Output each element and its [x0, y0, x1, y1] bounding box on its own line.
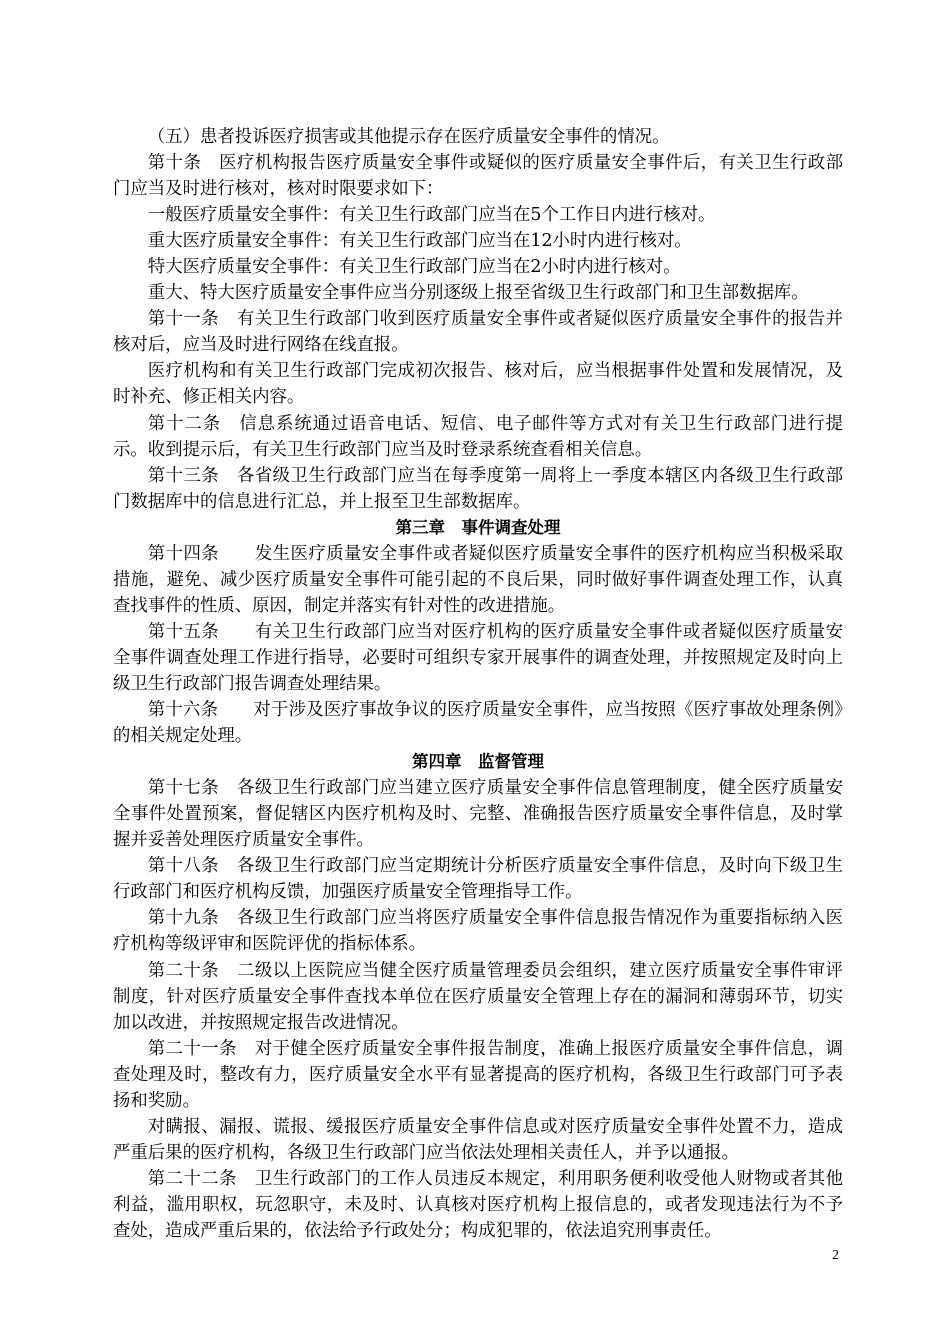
- article-22: 第二十二条 卫生行政部门的工作人员违反本规定，利用职务便利收受他人财物或者其他利益，滥用职权，玩忽职守，未及时、认真核对医疗机构上报信息的，或者发现违法行为不予查处，造成严重后果的，依法给予行政处分；构成犯罪的，依法追究刑事责任。: [113, 1168, 843, 1241]
- article-16: 第十六条 对于涉及医疗事故争议的医疗质量安全事件，应当按照《医疗事故处理条例》的相关规定处理。: [113, 700, 843, 747]
- article-20: 第二十条 二级以上医院应当健全医疗质量管理委员会组织，建立医疗质量安全事件审评制度，针对医疗质量安全事件查找本单位在医疗质量安全管理上存在的漏洞和薄弱环节，切实加以改进，并按照规定报告改进情况。: [113, 960, 843, 1033]
- page-number: 2: [832, 1248, 839, 1263]
- article-12: 第十二条 信息系统通过语音电话、短信、电子邮件等方式对有关卫生行政部门进行提示。收到提示后，有关卫生行政部门应当及时登录系统查看相关信息。: [113, 413, 843, 460]
- article-18: 第十八条 各级卫生行政部门应当定期统计分析医疗质量安全事件信息，及时向下级卫生行政部门和医疗机构反馈，加强医疗质量安全管理指导工作。: [113, 856, 843, 903]
- article-19: 第十九条 各级卫生行政部门应当将医疗质量安全事件信息报告情况作为重要指标纳入医疗机构等级评审和医院评优的指标体系。: [113, 908, 843, 955]
- article-17: 第十七条 各级卫生行政部门应当建立医疗质量安全事件信息管理制度，健全医疗质量安全事件处置预案，督促辖区内医疗机构及时、完整、准确报告医疗质量安全事件信息，及时掌握并妥善处理医疗质量安全事件。: [113, 778, 843, 851]
- article-15: 第十五条 有关卫生行政部门应当对医疗机构的医疗质量安全事件或者疑似医疗质量安全事件调查处理工作进行指导，必要时可组织专家开展事件的调查处理，并按照规定及时向上级卫生行政部门报告调查处理结果。: [113, 621, 843, 694]
- chapter-heading-3: [113, 515, 843, 541]
- paragraph: （五）患者投诉医疗损害或其他提示存在医疗质量安全事件的情况。: [147, 127, 670, 147]
- chapter-heading-4: [113, 749, 843, 775]
- paragraph: 重大、特大医疗质量安全事件应当分别逐级上报至省级卫生行政部门和卫生部数据库。: [147, 283, 809, 304]
- paragraph: 医疗机构和有关卫生行政部门完成初次报告、核对后，应当根据事件处置和发展情况，及时补充、修正相关内容。: [113, 361, 843, 408]
- article-14: 第十四条 发生医疗质量安全事件或者疑似医疗质量安全事件的医疗机构应当积极采取措施，避免、减少医疗质量安全事件可能引起的不良后果，同时做好事件调查处理工作，认真查找事件的性质、原因，制定并落实有针对性的改进措施。: [113, 543, 843, 616]
- article-10: 第十条 医疗机构报告医疗质量安全事件或疑似的医疗质量安全事件后，有关卫生行政部门应当及时进行核对，核对时限要求如下：: [113, 153, 843, 200]
- article-13: 第十三条 各省级卫生行政部门应当在每季度第一周将上一季度本辖区内各级卫生行政部门数据库中的信息进行汇总，并上报至卫生部数据库。: [113, 465, 843, 512]
- paragraph: 一般医疗质量安全事件：有关卫生行政部门应当在5个工作日内进行核对。: [147, 205, 716, 226]
- chapter-number: 第四章: [412, 752, 462, 772]
- paragraph: 对瞒报、漏报、谎报、缓报医疗质量安全事件信息或对医疗质量安全事件处置不力，造成严重后果的医疗机构，各级卫生行政部门应当依法处理相关责任人，并予以通报。: [113, 1116, 843, 1163]
- article-11: 第十一条 有关卫生行政部门收到医疗质量安全事件或者疑似医疗质量安全事件的报告并核对后，应当及时进行网络在线直报。: [113, 309, 843, 356]
- paragraph: 特大医疗质量安全事件：有关卫生行政部门应当在2小时内进行核对。: [147, 257, 681, 278]
- document-body: [113, 124, 843, 1244]
- chapter-number: 第三章: [395, 517, 445, 537]
- chapter-title: 事件调查处理: [461, 517, 561, 537]
- chapter-title: 监督管理: [478, 752, 544, 772]
- paragraph: 重大医疗质量安全事件：有关卫生行政部门应当在12小时内进行核对。: [147, 231, 692, 252]
- article-21: 第二十一条 对于健全医疗质量安全事件报告制度，准确上报医疗质量安全事件信息，调查处理及时，整改有力，医疗质量安全水平有显著提高的医疗机构，各级卫生行政部门可予表扬和奖励。: [113, 1038, 843, 1111]
